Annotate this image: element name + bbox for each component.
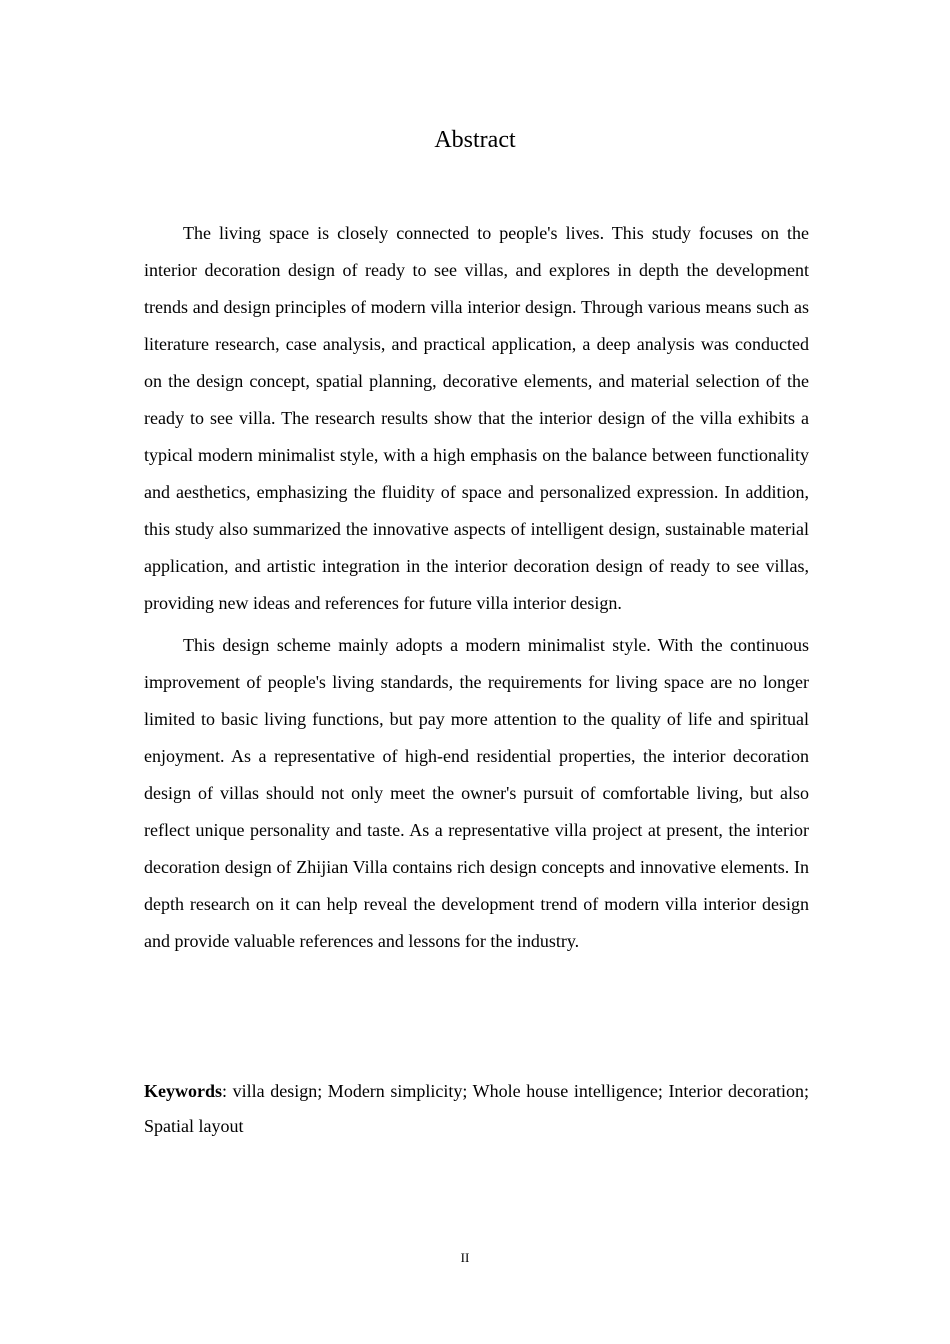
keywords-line	[144, 1074, 809, 1144]
keywords-separator: :	[222, 1081, 233, 1101]
abstract-body	[144, 215, 809, 960]
keywords-text: villa design; Modern simplicity; Whole house intelligence; Interior decoration; Spatial layout	[144, 1081, 809, 1136]
keywords-label: Keywords	[144, 1081, 222, 1101]
abstract-paragraph-2: This design scheme mainly adopts a modern minimalist style. With the continuous improvement of people's living standards, the requirements for living space are no longer limited to basic living functions, but pay more attention to the quality of life and spiritual enjoyment. As a representative of high-end residential properties, the interior decoration design of villas should not only meet the owner's pursuit of comfortable living, but also reflect unique personality and taste. As a representative villa project at present, the interior decoration design of Zhijian Villa contains rich design concepts and innovative elements. In depth research on it can help reveal the development trend of modern villa interior design and provide valuable references and lessons for the industry.	[144, 635, 809, 951]
page-number: II	[460, 1250, 470, 1265]
abstract-paragraph-1: The living space is closely connected to people's lives. This study focuses on the interior decoration design of ready to see villas, and explores in depth the development trends and design principles of modern villa interior design. Through various means such as literature research, case analysis, and practical application, a deep analysis was conducted on the design concept, spatial planning, decorative elements, and material selection of the ready to see villa. The research results show that the interior design of the villa exhibits a typical modern minimalist style, with a high emphasis on the balance between functionality and aesthetics, emphasizing the fluidity of space and personalized expression. In addition, this study also summarized the innovative aspects of intelligent design, sustainable material application, and artistic integration in the interior decoration design of ready to see villas, providing new ideas and references for future villa interior design.	[144, 223, 809, 613]
abstract-title: Abstract	[434, 127, 516, 153]
